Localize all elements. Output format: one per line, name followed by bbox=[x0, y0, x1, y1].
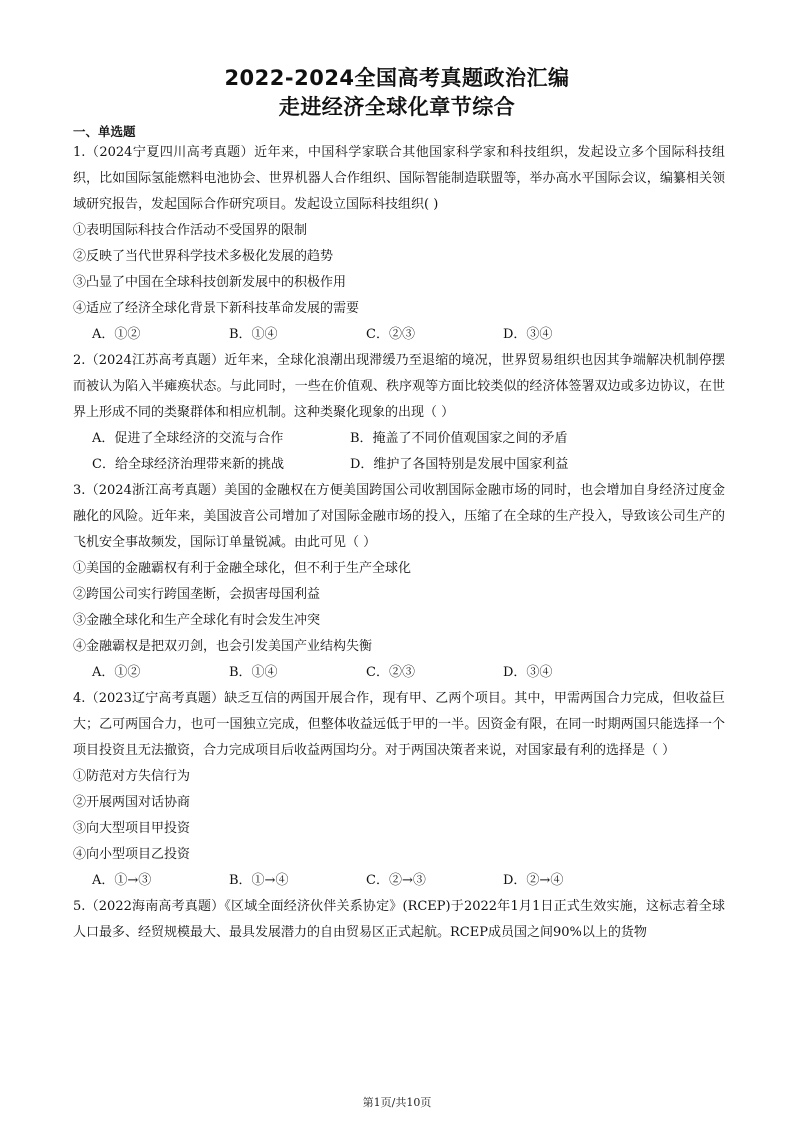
statement-item: ②反映了当代世界科学技术多极化发展的趋势 bbox=[73, 249, 334, 264]
choice-d: D．③④ bbox=[503, 665, 553, 680]
choice-b: B．①→④ bbox=[229, 873, 289, 888]
document-subtitle: 走进经济全球化章节综合 bbox=[278, 95, 516, 119]
statement-item: ④金融霸权是把双刃剑，也会引发美国产业结构失衡 bbox=[73, 639, 373, 654]
statement-item: ②开展两国对话协商 bbox=[73, 795, 191, 810]
question-stem: 4.（2023辽宁高考真题）缺乏互信的两国开展合作，现有甲、乙两个项目。其中，甲需两国合力完成，但收益巨大；乙可两国合力，也可一国独立完成，但整体收益远低于甲的一半。因资金有限，在同一时期两国只能选择一个项目投资且无法撤资，合力完成项目后收益两国均分。对于两国决策者来说，对国家最有利的选择是（ ） bbox=[73, 691, 725, 758]
question-stem: 2.（2024江苏高考真题）近年来，全球化浪潮出现滞缓乃至退缩的境况，世界贸易组织也因其争端解决机制停摆而被认为陷入半瘫痪状态。与此同时，一些在价值观、秩序观等方面比较类似的经济体签署双边或多边协议，在世界上形成不同的类聚群体和相应机制。这种类聚化现象的出现（ ） bbox=[73, 353, 725, 420]
statement-item: ③凸显了中国在全球科技创新发展中的积极作用 bbox=[73, 275, 347, 290]
document-title: 2022-2024全国高考真题政治汇编 bbox=[224, 66, 570, 90]
choice-c: C．给全球经济治理带来新的挑战 bbox=[92, 457, 284, 472]
statement-item: ①表明国际科技合作活动不受国界的限制 bbox=[73, 223, 308, 238]
statement-item: ③向大型项目甲投资 bbox=[73, 821, 191, 836]
statement-item: ④向小型项目乙投资 bbox=[73, 847, 191, 862]
answer-choices bbox=[73, 868, 725, 894]
section-heading: 一、单选题 bbox=[73, 124, 136, 139]
statement-item: ③金融全球化和生产全球化有时会发生冲突 bbox=[73, 613, 321, 628]
statement-item: ②跨国公司实行跨国垄断，会损害母国利益 bbox=[73, 587, 321, 602]
choice-a: A．①② bbox=[92, 665, 141, 680]
choice-a: A．①② bbox=[92, 327, 141, 342]
question-stem: 5.（2022海南高考真题）《区域全面经济伙伴关系协定》(RCEP)于2022年1月1日正式生效实施，这标志着全球人口最多、经贸规模最大、最具发展潜力的自由贸易区正式起航。RCEP成员国之间90%以上的货物 bbox=[73, 899, 725, 940]
answer-choices bbox=[73, 426, 725, 452]
answer-choices bbox=[73, 660, 725, 686]
question-stem: 1.（2024宁夏四川高考真题）近年来，中国科学家联合其他国家科学家和科技组织，发起设立多个国际科技组织，比如国际氢能燃料电池协会、世界机器人合作组织、国际智能制造联盟等，举办高水平国际会议，编纂相关领域研究报告，发起国际合作研究项目。发起设立国际科技组织( ) bbox=[73, 145, 725, 212]
question-stem: 3.（2024浙江高考真题）美国的金融权在方便美国跨国公司收割国际金融市场的同时，也会增加自身经济过度金融化的风险。近年来，美国波音公司增加了对国际金融市场的投入，压缩了在全球的生产投入，导致该公司生产的飞机安全事故频发，国际订单量锐减。由此可见（ ） bbox=[73, 483, 725, 550]
choice-b: B．①④ bbox=[229, 327, 278, 342]
statement-item: ①美国的金融霸权有利于金融全球化，但不利于生产全球化 bbox=[73, 561, 412, 576]
choice-a: A．①→③ bbox=[92, 873, 152, 888]
choice-a: A．促进了全球经济的交流与合作 bbox=[92, 431, 284, 446]
page-number: 第1页/共10页 bbox=[362, 1096, 432, 1109]
answer-choices bbox=[73, 322, 725, 348]
question-1 bbox=[73, 140, 725, 348]
questions-list bbox=[73, 140, 725, 946]
choice-c: C．②→③ bbox=[366, 873, 426, 888]
question-2 bbox=[73, 348, 725, 478]
question-5 bbox=[73, 894, 725, 946]
choice-b: B．掩盖了不同价值观国家之间的矛盾 bbox=[350, 431, 568, 446]
choice-d: D．维护了各国特别是发展中国家利益 bbox=[350, 457, 569, 472]
choice-d: D．③④ bbox=[503, 327, 553, 342]
choice-d: D．②→④ bbox=[503, 873, 564, 888]
statement-item: ①防范对方失信行为 bbox=[73, 769, 191, 784]
choice-b: B．①④ bbox=[229, 665, 278, 680]
statement-item: ④适应了经济全球化背景下新科技革命发展的需要 bbox=[73, 301, 360, 316]
choice-c: C．②③ bbox=[366, 327, 415, 342]
answer-choices bbox=[73, 452, 725, 478]
question-3 bbox=[73, 478, 725, 686]
question-4 bbox=[73, 686, 725, 894]
choice-c: C．②③ bbox=[366, 665, 415, 680]
